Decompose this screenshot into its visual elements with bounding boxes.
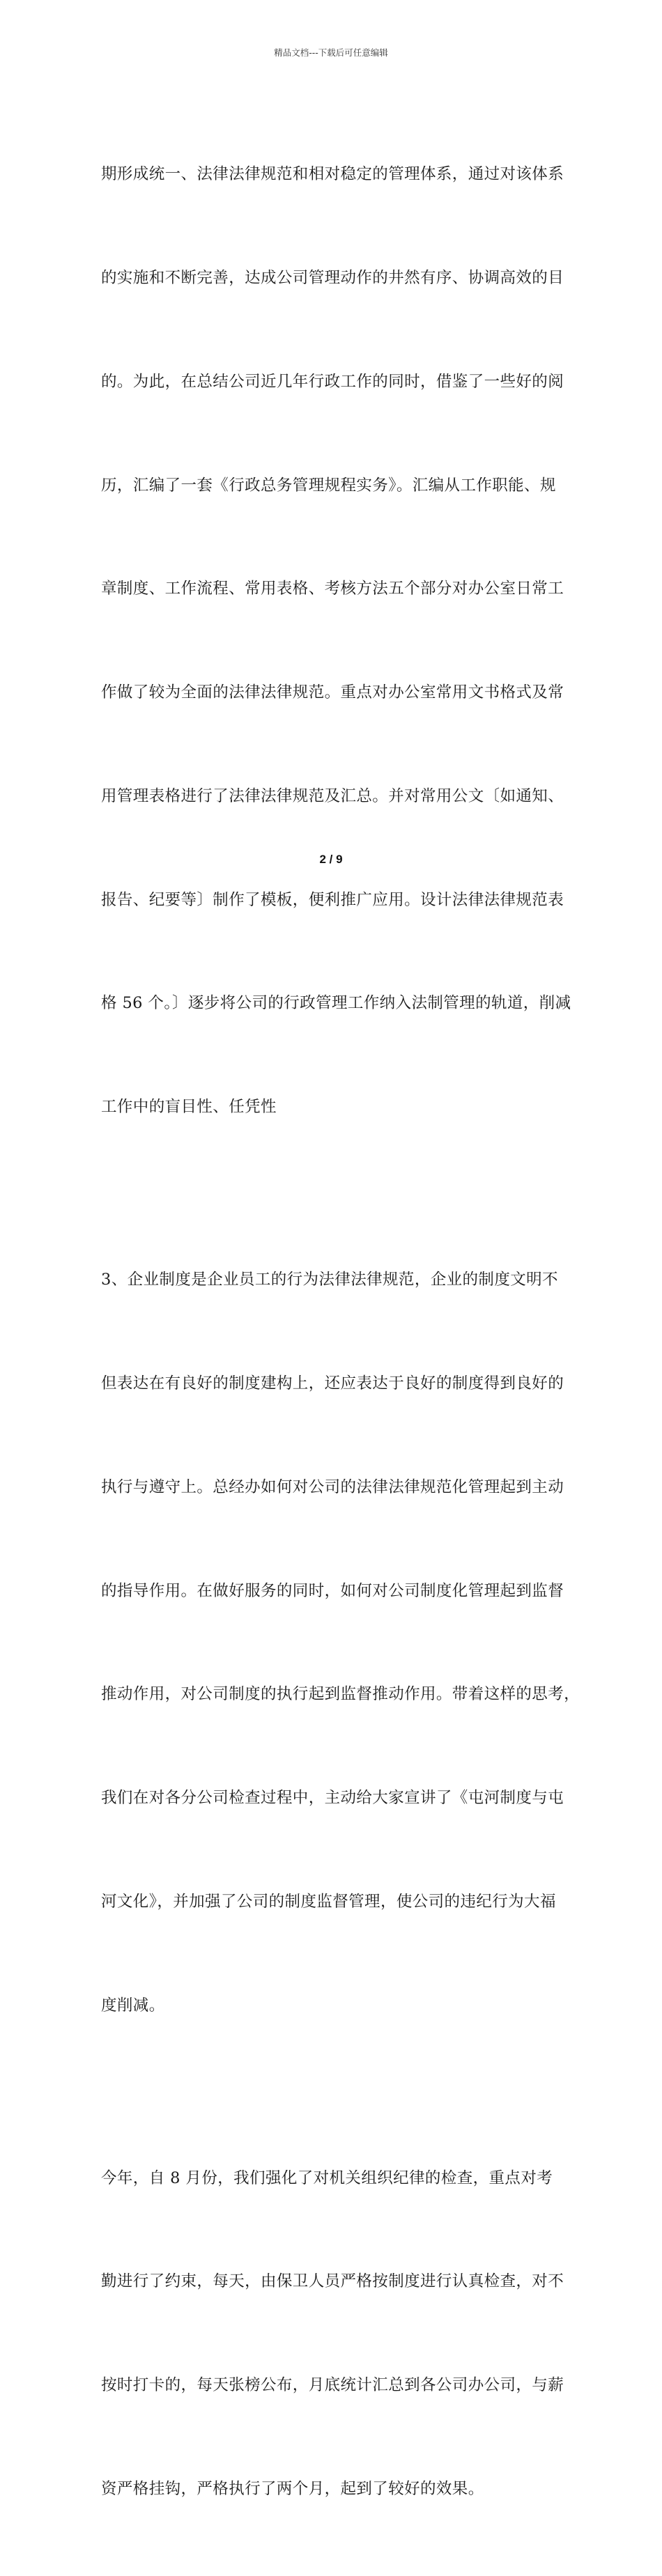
text-line: 作做了较为全面的法律法律规范。重点对办公室常用文书格式及常 — [101, 683, 564, 702]
text-line: 河文化》，并加强了公司的制度监督管理，使公司的违纪行为大福 — [101, 1892, 556, 1911]
text-line: 章制度、工作流程、常用表格、考核方法五个部分对办公室日常工 — [101, 580, 564, 598]
text-line: 3、企业制度是企业员工的行为法律法律规范，企业的制度文明不 — [101, 1271, 558, 1289]
text-line: 资严格挂钩，严格执行了两个月，起到了较好的效果。 — [101, 2479, 484, 2498]
text-line: 期形成统一、法律法律规范和相对稳定的管理体系，通过对该体系 — [101, 165, 564, 184]
document-header: 精品文档---下载后可任意编辑 — [274, 47, 388, 58]
text-line: 历，汇编了一套《行政总务管理规程实务》。汇编从工作职能、规 — [101, 476, 556, 495]
text-line: 勤进行了约束，每天，由保卫人员严格按制度进行认真检查，对不 — [101, 2272, 564, 2291]
text-line: 执行与遵守上。总经办如何对公司的法律法律规范化管理起到主动 — [101, 1477, 564, 1496]
document-body — [101, 88, 580, 2576]
paragraph-3 — [101, 2092, 567, 2575]
text-line: 用管理表格进行了法律法律规范及汇总。并对常用公文〔如通知、 — [101, 786, 564, 805]
text-line: 但表达在有良好的制度建构上，还应表达于良好的制度得到良好的 — [101, 1374, 564, 1392]
text-line: 度削减。 — [101, 1996, 165, 2015]
text-line: 今年，自 8 月份，我们强化了对机关组织纪律的检查，重点对考 — [101, 2168, 553, 2187]
paragraph-1 — [101, 88, 571, 1194]
text-line: 推动作用，对公司制度的执行起到监督推动作用。带着这样的思考， — [101, 1685, 580, 1704]
text-line: 我们在对各分公司检查过程中，主动给大家宣讲了《屯河制度与屯 — [101, 1789, 564, 1808]
text-line: 的指导作用。在做好服务的同时，如何对公司制度化管理起到监督 — [101, 1581, 564, 1600]
text-line: 格 56 个。〕逐步将公司的行政管理工作纳入法制管理的轨道，削减 — [101, 994, 571, 1013]
page-number: 2 / 9 — [319, 853, 343, 866]
text-line: 工作中的盲目性、任凭性 — [101, 1098, 277, 1117]
text-line: 报告、纪要等〕制作了模板，便利推广应用。设计法律法律规范表 — [101, 890, 564, 909]
paragraph-2 — [101, 1194, 580, 2092]
text-line: 的。为此，在总结公司近几年行政工作的同时，借鉴了一些好的阅 — [101, 372, 564, 391]
text-line: 按时打卡的，每天张榜公布，月底统计汇总到各公司办公司，与薪 — [101, 2376, 564, 2395]
text-line: 的实施和不断完善，达成公司管理动作的井然有序、协调高效的目 — [101, 268, 564, 287]
